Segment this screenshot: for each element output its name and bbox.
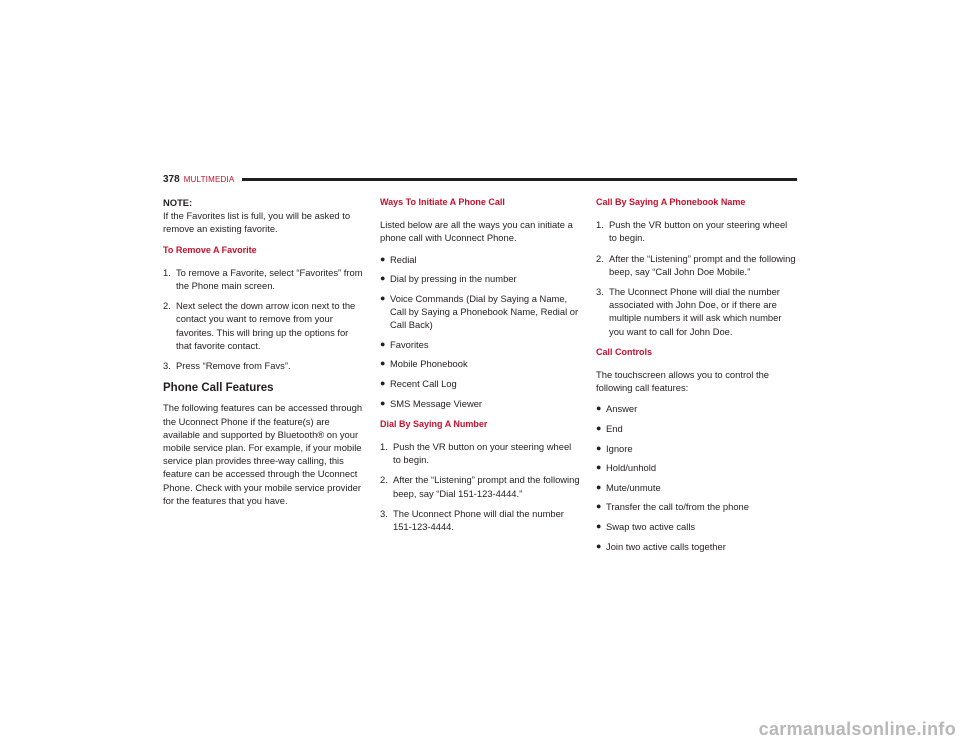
header-rule	[242, 178, 797, 181]
step-item: 3. The Uconnect Phone will dial the number associated with John Doe, or if there are multiple numbers it will ask which number you want to call for John Doe.	[596, 286, 782, 337]
bullet-icon: ●	[596, 423, 602, 434]
controls-paragraph: The touchscreen allows you to control the following call features:	[596, 369, 770, 394]
list-item: ● Hold/unhold	[596, 462, 657, 474]
list-item: ● Mobile Phonebook	[380, 358, 468, 370]
note	[163, 196, 363, 236]
phone-call-features-heading: Phone Call Features	[163, 382, 274, 395]
ways-heading: Ways To Initiate A Phone Call	[380, 197, 505, 207]
ways-list	[380, 253, 580, 410]
watermark: carmanualsonline.info	[758, 719, 956, 739]
dial-number-steps	[380, 440, 580, 533]
page-number: 378	[163, 173, 180, 185]
note-label: NOTE:	[163, 197, 193, 208]
step-item: 2. After the “Listening” prompt and the following beep, say “Call John Doe Mobile.”	[596, 252, 796, 277]
step-item: 3. The Uconnect Phone will dial the number 151-123-4444.	[380, 507, 564, 532]
bullet-icon: ●	[380, 253, 386, 264]
call-controls-heading: Call Controls	[596, 346, 653, 357]
list-item: ● Redial	[380, 253, 417, 265]
bullet-icon: ●	[380, 273, 386, 284]
list-item: ● Mute/unmute	[596, 481, 661, 493]
step-item: 1. To remove a Favorite, select “Favorites” from the Phone main screen.	[163, 266, 363, 292]
bullet-icon: ●	[380, 358, 386, 369]
controls-list	[596, 402, 797, 552]
call-phonebook-heading: Call By Saying A Phonebook Name	[596, 197, 746, 207]
list-item: ● Recent Call Log	[380, 377, 457, 389]
step-item: 3. Press “Remove from Favs”.	[163, 360, 291, 372]
bullet-icon: ●	[596, 403, 602, 414]
list-item: ● Favorites	[380, 338, 429, 350]
page-header	[163, 171, 797, 187]
remove-favorite-steps	[163, 266, 363, 372]
list-item: ● End	[596, 423, 623, 435]
column-1	[163, 196, 363, 515]
bullet-icon: ●	[596, 501, 602, 512]
call-phonebook-steps	[596, 218, 797, 338]
list-item: ● Voice Commands (Dial by Saying a Name, Call by Saying a Phonebook Name, Redial or Call Back)	[380, 292, 579, 331]
section-title: MULTIMEDIA	[183, 174, 235, 184]
step-item: 1. Push the VR button on your steering wheel to begin.	[380, 440, 572, 466]
bullet-icon: ●	[596, 540, 602, 551]
remove-favorite-heading: To Remove A Favorite	[163, 244, 257, 255]
list-item: ● Swap two active calls	[596, 521, 696, 532]
list-item: ● Transfer the call to/from the phone	[596, 501, 749, 513]
bullet-icon: ●	[380, 292, 386, 303]
step-item: 2. After the “Listening” prompt and the following beep, say “Dial 151-123-4444.”	[380, 474, 580, 499]
dial-number-heading: Dial By Saying A Number	[380, 418, 488, 429]
column-2	[380, 196, 580, 540]
ways-paragraph: Listed below are all the ways you can initiate a phone call with Uconnect Phone.	[380, 219, 573, 244]
bullet-icon: ●	[380, 377, 386, 388]
bullet-icon: ●	[596, 462, 602, 473]
column-3	[596, 196, 797, 559]
list-item: ● Dial by pressing in the number	[380, 273, 517, 285]
bullet-icon: ●	[596, 521, 602, 531]
step-item: 1. Push the VR button on your steering wheel to begin.	[596, 219, 788, 244]
bullet-icon: ●	[380, 397, 386, 408]
bullet-icon: ●	[380, 338, 386, 349]
note-text: If the Favorites list is full, you will be asked to remove an existing favorite.	[163, 210, 351, 235]
list-item: ● Ignore	[596, 442, 633, 454]
step-item: 2. Next select the down arrow icon next to the contact you want to remove from your favorites. This will bring up the options for that favorite contact.	[163, 300, 356, 351]
list-item: ● Answer	[596, 403, 638, 415]
bullet-icon: ●	[596, 481, 602, 492]
list-item: ● SMS Message Viewer	[380, 397, 483, 409]
features-paragraph: The following features can be accessed through the Uconnect Phone if the feature(s) are available and supported by Bluetooth® on your mobile service plan. For example, if your mobile service plan provides three-way calling, this feature can be accessed through the Uconnect Phone. Check with your mobile service provider for the features that you have.	[163, 402, 363, 506]
list-item: ● Join two active calls together	[596, 540, 726, 552]
bullet-icon: ●	[596, 442, 602, 453]
